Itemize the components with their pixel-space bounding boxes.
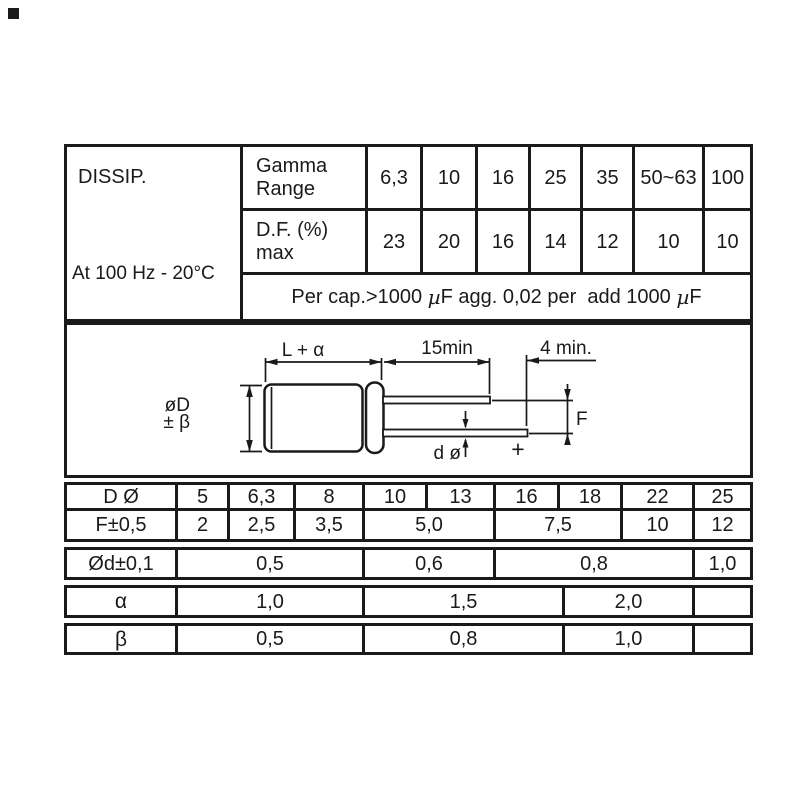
dimensions-table-lead-diameter — [64, 547, 753, 580]
f-value: 3,5 — [296, 511, 365, 539]
lead-clearance-label: 4 min. — [540, 338, 592, 359]
diameter-label-line1: øD — [164, 395, 190, 416]
gamma-value: 6,3 — [368, 147, 423, 208]
lower-lead — [383, 430, 528, 437]
capacitor-outline-panel — [64, 322, 753, 478]
note-text: F agg. 0,02 per add 1000 — [440, 285, 677, 308]
alpha-value — [695, 588, 750, 615]
lead-length-label: 15min — [421, 338, 473, 359]
d-value: 13 — [428, 485, 496, 508]
df-value: 10 — [716, 230, 739, 253]
capacitor-can — [265, 385, 363, 452]
micro-symbol: µ — [676, 285, 690, 309]
alpha-row — [67, 588, 750, 615]
lead-diameter-row — [67, 550, 750, 577]
gamma-range-label-line1: Gamma — [256, 154, 328, 177]
dissipation-condition: At 100 Hz - 20°C — [72, 263, 215, 284]
upper-lead — [383, 397, 490, 404]
df-max-row — [243, 211, 750, 275]
gamma-range-label-line2: Range — [256, 177, 315, 200]
df-value: 20 — [423, 211, 478, 272]
d-value: 6,3 — [230, 485, 296, 508]
dissipation-note — [243, 275, 750, 319]
f-value: 7,5 — [496, 511, 623, 539]
df-max-label-line1: D.F. (%) — [256, 218, 329, 241]
f-value: 5,0 — [365, 511, 496, 539]
gamma-value: 16 — [478, 147, 531, 208]
beta-row — [67, 626, 750, 652]
dissipation-table — [64, 144, 753, 322]
gamma-value: 100 — [710, 166, 745, 189]
dd-value: 0,6 — [365, 550, 496, 577]
beta-value — [695, 626, 750, 652]
dimensions-table-d-f — [64, 482, 753, 542]
df-max-label-line2: max — [256, 241, 294, 264]
corner-crop-mark — [8, 8, 19, 19]
d-value: 8 — [296, 485, 365, 508]
row-header-lead-diameter: Ød±0,1 — [67, 550, 178, 577]
diameter-row — [67, 485, 750, 511]
d-value: 25 — [711, 485, 734, 508]
body-length-label: L + α — [281, 340, 325, 361]
lead-spacing-row — [67, 511, 750, 539]
df-value: 23 — [368, 211, 423, 272]
capacitor-body — [265, 383, 528, 454]
df-value: 10 — [635, 211, 705, 272]
gamma-range-row — [243, 147, 750, 211]
d-value: 18 — [560, 485, 623, 508]
row-header-diameter: D Ø — [67, 485, 178, 508]
row-header-beta: β — [67, 626, 178, 652]
row-header-lead-spacing: F±0,5 — [67, 511, 178, 539]
dimensions-table-beta — [64, 623, 753, 655]
note-text: Per cap.>1000 — [291, 285, 428, 308]
dissipation-title: DISSIP. — [78, 166, 147, 188]
alpha-value: 2,0 — [565, 588, 695, 615]
lead-diameter-label: d ø — [433, 443, 461, 464]
gamma-value: 10 — [423, 147, 478, 208]
df-value: 16 — [478, 211, 531, 272]
df-max-label — [243, 211, 368, 272]
df-value: 14 — [531, 211, 583, 272]
f-value: 2 — [178, 511, 230, 539]
dd-value: 1,0 — [708, 552, 737, 575]
alpha-value: 1,5 — [365, 588, 565, 615]
capacitor-outline-drawing — [67, 325, 750, 475]
gamma-range-label — [243, 147, 368, 208]
beta-value: 0,8 — [365, 626, 565, 652]
capacitor-seal-bung — [366, 383, 384, 454]
df-value: 12 — [583, 211, 635, 272]
d-value: 5 — [178, 485, 230, 508]
dd-value: 0,8 — [496, 550, 695, 577]
dd-value: 0,5 — [178, 550, 365, 577]
micro-symbol: µ — [427, 285, 441, 309]
dissipation-header-cell — [67, 147, 243, 319]
f-value: 2,5 — [230, 511, 296, 539]
gamma-value: 50~63 — [635, 147, 705, 208]
beta-value: 1,0 — [565, 626, 695, 652]
f-value: 10 — [623, 511, 695, 539]
polarity-plus-sign: + — [511, 436, 525, 462]
beta-value: 0,5 — [178, 626, 365, 652]
d-value: 10 — [365, 485, 428, 508]
lead-spacing-label: F — [576, 409, 588, 430]
dimensions-table-alpha — [64, 585, 753, 618]
d-value: 16 — [496, 485, 560, 508]
gamma-value: 35 — [583, 147, 635, 208]
d-value: 22 — [623, 485, 695, 508]
row-header-alpha: α — [67, 588, 178, 615]
gamma-value: 25 — [531, 147, 583, 208]
note-text: F — [689, 285, 702, 308]
alpha-value: 1,0 — [178, 588, 365, 615]
diameter-label-line2: ± β — [163, 412, 190, 433]
f-value: 12 — [711, 514, 734, 536]
